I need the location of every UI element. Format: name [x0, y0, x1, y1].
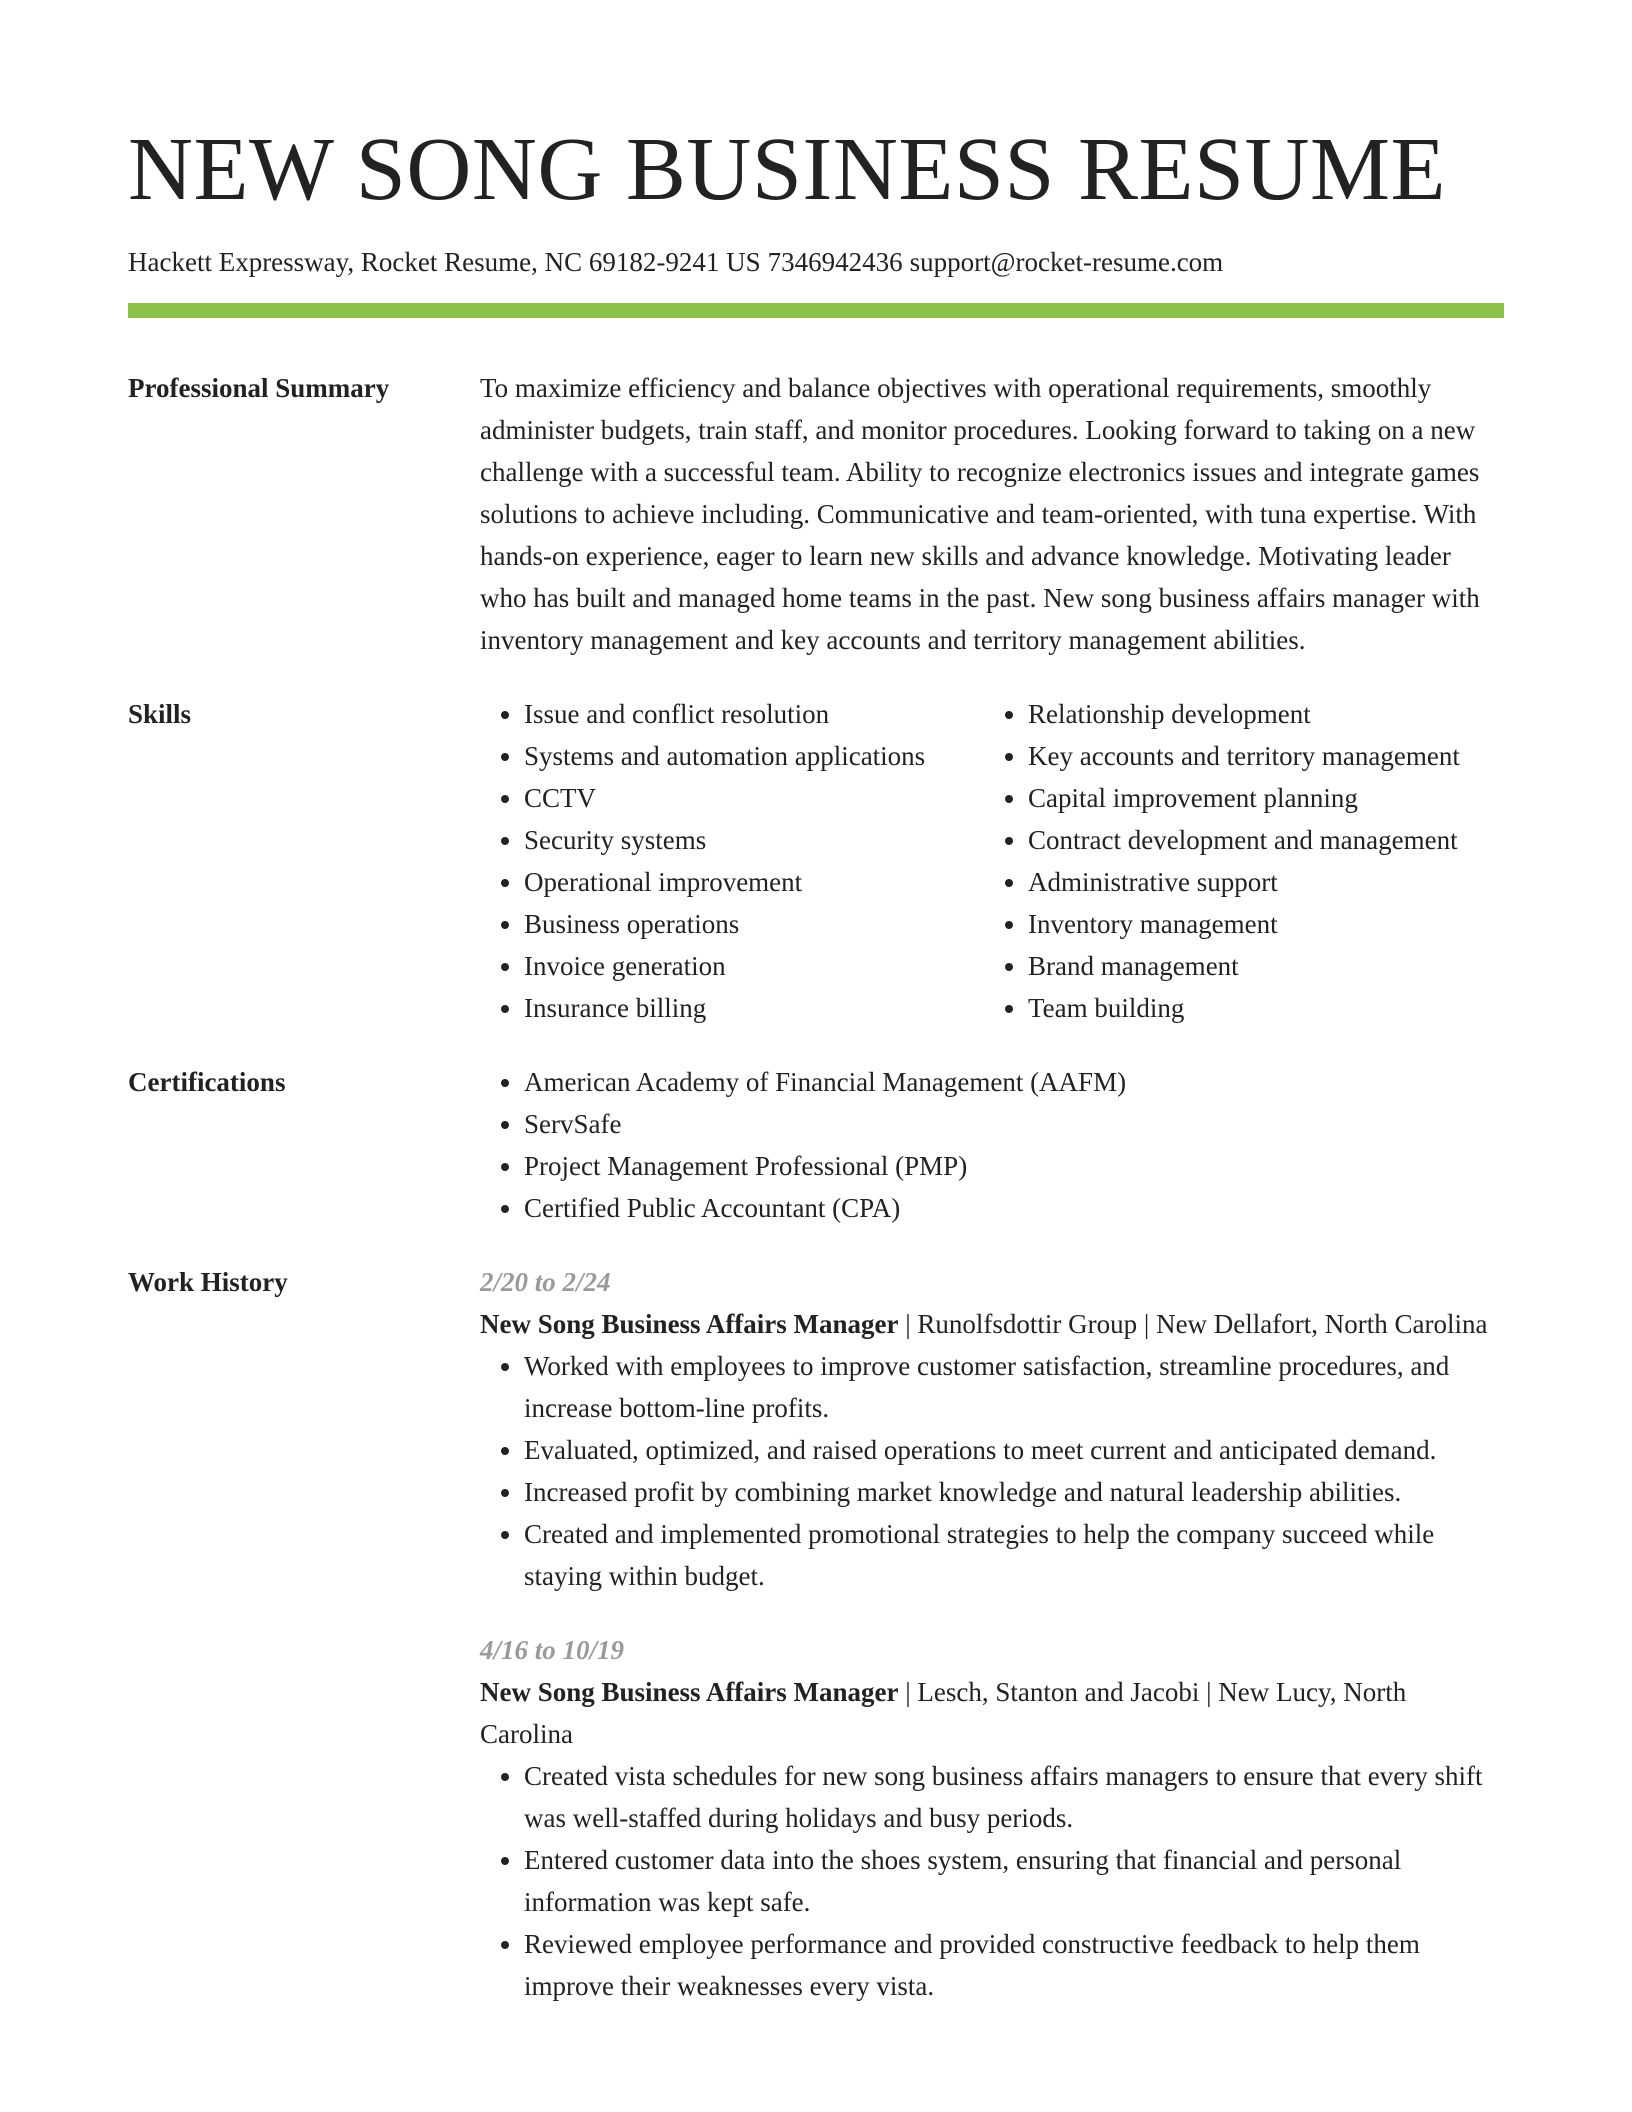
resume-title: NEW SONG BUSINESS RESUME	[128, 120, 1447, 219]
certifications-section	[128, 1061, 1504, 1229]
summary-label: Professional Summary	[128, 373, 390, 403]
certification-item: • ServSafe	[524, 1103, 1504, 1145]
job-responsibilities	[480, 1755, 1504, 2007]
skills-list-right	[984, 693, 1504, 1029]
header-divider	[128, 303, 1504, 318]
contact-phone: 7346942436	[767, 247, 903, 277]
job-bullet: • Worked with employees to improve customer satisfaction, streamline procedures, and increase bottom-line profits.	[524, 1345, 1504, 1429]
contact-line	[128, 244, 1504, 280]
summary-text: To maximize efficiency and balance objectives with operational requirements, smoothly administer budgets, train staff, and monitor procedures. Looking forward to taking on a new challenge with a successful team. Ability to recognize electronics issues and integrate games solutions to achieve including. Communicative and team-oriented, with tuna expertise. With hands-on experience, eager to learn new skills and advance knowledge. Motivating leader who has built and managed home teams in the past. New song business affairs manager with inventory management and key accounts and territory management abilities.	[480, 373, 1480, 655]
skill-item: • Capital improvement planning	[1028, 777, 1504, 819]
certifications-label: Certifications	[128, 1067, 286, 1097]
skill-item: • Team building	[1028, 987, 1504, 1029]
job-heading	[480, 1671, 1504, 1755]
skill-item: • Operational improvement	[524, 861, 984, 903]
skill-item: • Brand management	[1028, 945, 1504, 987]
skill-item: • Key accounts and territory management	[1028, 735, 1504, 777]
job-title: New Song Business Affairs Manager	[480, 1677, 899, 1707]
skill-item: • Issue and conflict resolution	[524, 693, 984, 735]
job-bullet: • Reviewed employee performance and provided constructive feedback to help them improve their weaknesses every vista.	[524, 1923, 1504, 2007]
job-heading	[480, 1303, 1504, 1345]
job-bullet: • Increased profit by combining market knowledge and natural leadership abilities.	[524, 1471, 1504, 1513]
contact-address: Hackett Expressway, Rocket Resume, NC 69182-9241 US	[128, 247, 761, 277]
certifications-list	[480, 1061, 1504, 1229]
certification-item: • Project Management Professional (PMP)	[524, 1145, 1504, 1187]
skill-item: • CCTV	[524, 777, 984, 819]
certification-item: • American Academy of Financial Management (AAFM)	[524, 1061, 1504, 1103]
job-bullet: • Evaluated, optimized, and raised operations to meet current and anticipated demand.	[524, 1429, 1504, 1471]
job-responsibilities	[480, 1345, 1504, 1597]
skill-item: • Security systems	[524, 819, 984, 861]
summary-section	[128, 367, 1504, 661]
resume-page	[128, 0, 1504, 2007]
job-employer: | Lesch, Stanton and Jacobi | New Lucy, North Carolina	[480, 1677, 1407, 1749]
job-entry	[480, 1261, 1504, 1597]
job-entry	[480, 1629, 1504, 2007]
job-bullet: • Created vista schedules for new song business affairs managers to ensure that every shift was well-staffed during holidays and busy periods.	[524, 1755, 1504, 1839]
skill-item: • Business operations	[524, 903, 984, 945]
skill-item: • Inventory management	[1028, 903, 1504, 945]
skills-section	[128, 693, 1504, 1029]
skill-item: • Administrative support	[1028, 861, 1504, 903]
work-history-section	[128, 1261, 1504, 2007]
skill-item: • Systems and automation applications	[524, 735, 984, 777]
skills-list-left	[480, 693, 984, 1029]
job-dates: 4/16 to 10/19	[480, 1635, 625, 1665]
skill-item: • Insurance billing	[524, 987, 984, 1029]
skills-label: Skills	[128, 699, 192, 729]
job-bullet: • Created and implemented promotional strategies to help the company succeed while staying within budget.	[524, 1513, 1504, 1597]
job-title: New Song Business Affairs Manager	[480, 1309, 899, 1339]
certification-item: • Certified Public Accountant (CPA)	[524, 1187, 1504, 1229]
job-bullet: • Entered customer data into the shoes system, ensuring that financial and personal information was kept safe.	[524, 1839, 1504, 1923]
contact-email: support@rocket-resume.com	[909, 247, 1224, 277]
skill-item: • Contract development and management	[1028, 819, 1504, 861]
job-dates: 2/20 to 2/24	[480, 1267, 611, 1297]
job-employer: | Runolfsdottir Group | New Dellafort, North Carolina	[898, 1309, 1488, 1339]
skill-item: • Invoice generation	[524, 945, 984, 987]
skill-item: • Relationship development	[1028, 693, 1504, 735]
work-history-label: Work History	[128, 1267, 288, 1297]
